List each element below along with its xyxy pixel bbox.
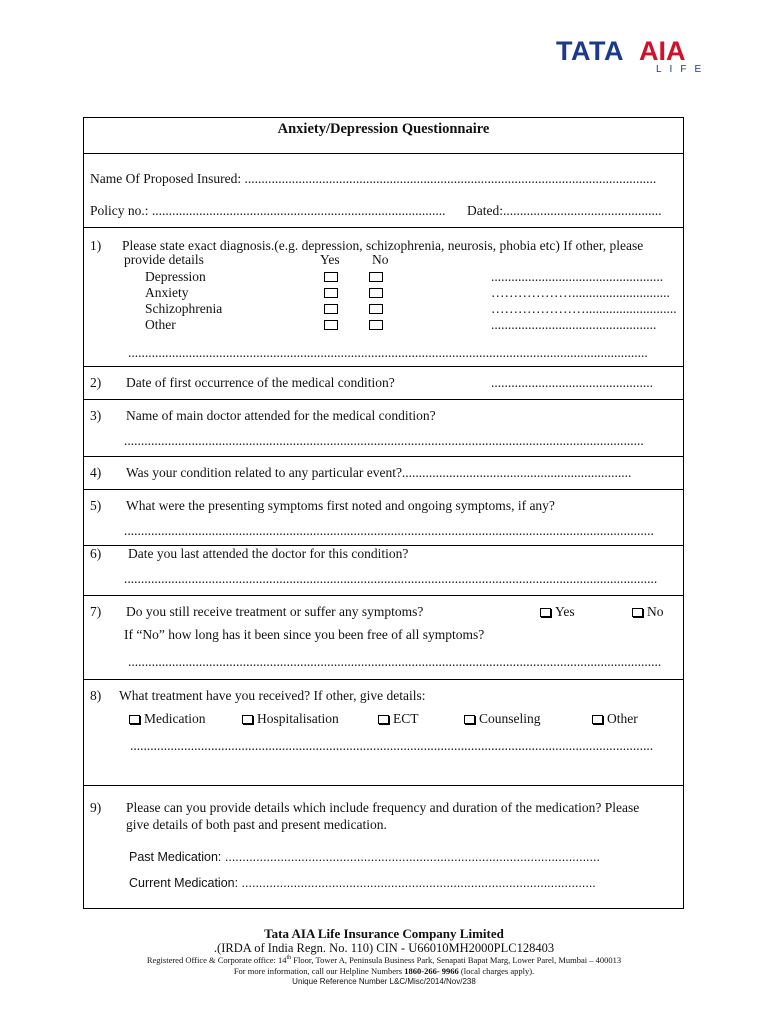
treatment-other-option[interactable]: Other (592, 711, 638, 727)
no-checkbox[interactable] (632, 608, 643, 617)
schizophrenia-yes-checkbox[interactable] (324, 304, 338, 314)
anxiety-no-checkbox[interactable] (369, 288, 383, 298)
diagnosis-details-field[interactable]: .......................................................................................................................................................... (128, 345, 648, 360)
main-doctor-field[interactable]: .......................................................................................................................................................... (124, 433, 644, 448)
company-name: Tata AIA Life Insurance Company Limited (264, 926, 504, 941)
last-attended-date-field[interactable]: .............................................................................................................................................................. (124, 571, 658, 586)
schizophrenia-details-field[interactable]: …………………........................... (491, 301, 677, 316)
question-number: 3) (90, 408, 102, 423)
question-number: 9) (90, 800, 102, 815)
title-section (84, 118, 683, 154)
logo-sub: LIFE (656, 64, 710, 75)
logo-brand: TATA (556, 36, 624, 66)
logo-partner: AIA (639, 36, 686, 66)
depression-yes-checkbox[interactable] (324, 272, 338, 282)
treatment-medication-option[interactable]: Medication (129, 711, 205, 727)
yes-option[interactable]: Yes (540, 604, 575, 620)
unique-reference-number: Unique Reference Number L&C/Misc/2014/Nov/238 (292, 977, 476, 986)
question-text-continued: If “No” how long has it been since you been free of all symptoms? (124, 627, 485, 642)
dated-field[interactable]: Dated:............................................... (467, 203, 662, 218)
question-text: What treatment have you received? If other, give details: (119, 688, 426, 703)
yes-column-label: Yes (320, 252, 340, 267)
option-depression-label: Depression (145, 269, 206, 284)
no-option[interactable]: No (632, 604, 664, 620)
questionnaire-form (83, 117, 684, 909)
option-anxiety-label: Anxiety (145, 285, 189, 300)
question-text: Date of first occurrence of the medical condition? (126, 375, 395, 390)
treatment-counseling-option[interactable]: Counseling (464, 711, 541, 727)
symptom-free-duration-field[interactable]: .............................................................................................................................................................. (128, 654, 662, 669)
question-number: 4) (90, 465, 102, 480)
hospitalisation-checkbox[interactable] (242, 715, 253, 724)
helpline-number: 1860-266- 9966 (404, 966, 459, 976)
question-text: Name of main doctor attended for the medical condition? (126, 408, 436, 423)
tata-aia-life-logo (556, 36, 716, 78)
other-checkbox[interactable] (592, 715, 603, 724)
question-4 (84, 457, 683, 490)
question-3 (84, 400, 683, 457)
question-6 (84, 546, 683, 596)
other-details-field[interactable]: ................................................. (491, 317, 657, 332)
question-text: Do you still receive treatment or suffer any symptoms? (126, 604, 424, 619)
question-8 (84, 680, 683, 786)
treatment-hospitalisation-option[interactable]: Hospitalisation (242, 711, 339, 727)
registered-office: Registered Office & Corporate office: 14th Floor, Tower A, Peninsula Business Park, Senapati Bapat Marg, Lower Parel, Mumbai – 400013 (146, 955, 622, 965)
other-yes-checkbox[interactable] (324, 320, 338, 330)
question-text-continued: give details of both past and present medication. (126, 817, 387, 832)
question-number: 1) (90, 238, 102, 253)
irda-registration: .(IRDA of India Regn. No. 110) CIN - U66010MH2000PLC128403 (213, 941, 555, 955)
depression-details-field[interactable]: ................................................... (491, 269, 664, 284)
particular-event-field[interactable]: Was your condition related to any particular event?.................................................................... (126, 465, 632, 480)
question-number: 5) (90, 498, 102, 513)
question-text: Date you last attended the doctor for this condition? (128, 546, 409, 561)
helpline-info: For more information, call our Helpline Numbers 1860-266- 9966 (local charges apply). (233, 966, 535, 976)
question-9 (84, 786, 683, 908)
depression-no-checkbox[interactable] (369, 272, 383, 282)
past-medication-field[interactable]: Past Medication: ............................................................................................................ (129, 850, 600, 864)
other-no-checkbox[interactable] (369, 320, 383, 330)
question-text: What were the presenting symptoms first noted and ongoing symptoms, if any? (126, 498, 555, 513)
question-text: Please can you provide details which include frequency and duration of the medication? Please (126, 800, 640, 815)
question-2 (84, 367, 683, 400)
question-1 (84, 228, 683, 367)
question-5 (84, 490, 683, 546)
treatment-details-field[interactable]: ........................................................................................................................................................... (130, 738, 654, 753)
question-number: 8) (90, 688, 102, 703)
anxiety-details-field[interactable]: ………………............................. (491, 285, 670, 300)
page-title: Anxiety/Depression Questionnaire (277, 121, 490, 137)
question-7 (84, 596, 683, 680)
policy-number-field[interactable]: Policy no.: ....................................................................................... (90, 203, 446, 218)
name-of-insured-field[interactable]: Name Of Proposed Insured: .......................................................................................................................... (90, 171, 657, 186)
question-text: Please state exact diagnosis.(e.g. depression, schizophrenia, neurosis, phobia etc) If other, please (122, 238, 644, 253)
schizophrenia-no-checkbox[interactable] (369, 304, 383, 314)
current-medication-field[interactable]: Current Medication: ...................................................................................................... (129, 876, 596, 890)
question-number: 6) (90, 546, 102, 561)
option-other-label: Other (145, 317, 176, 332)
no-column-label: No (372, 252, 389, 267)
anxiety-yes-checkbox[interactable] (324, 288, 338, 298)
question-number: 2) (90, 375, 102, 390)
counseling-checkbox[interactable] (464, 715, 475, 724)
symptoms-field[interactable]: ............................................................................................................................................................. (124, 523, 654, 538)
option-schizophrenia-label: Schizophrenia (145, 301, 223, 316)
ect-checkbox[interactable] (378, 715, 389, 724)
question-text-continued: provide details (124, 252, 204, 267)
yes-checkbox[interactable] (540, 608, 551, 617)
question-number: 7) (90, 604, 102, 619)
insured-details-section (84, 154, 683, 228)
treatment-ect-option[interactable]: ECT (378, 711, 419, 727)
medication-checkbox[interactable] (129, 715, 140, 724)
first-occurrence-date-field[interactable]: ................................................ (491, 375, 653, 390)
